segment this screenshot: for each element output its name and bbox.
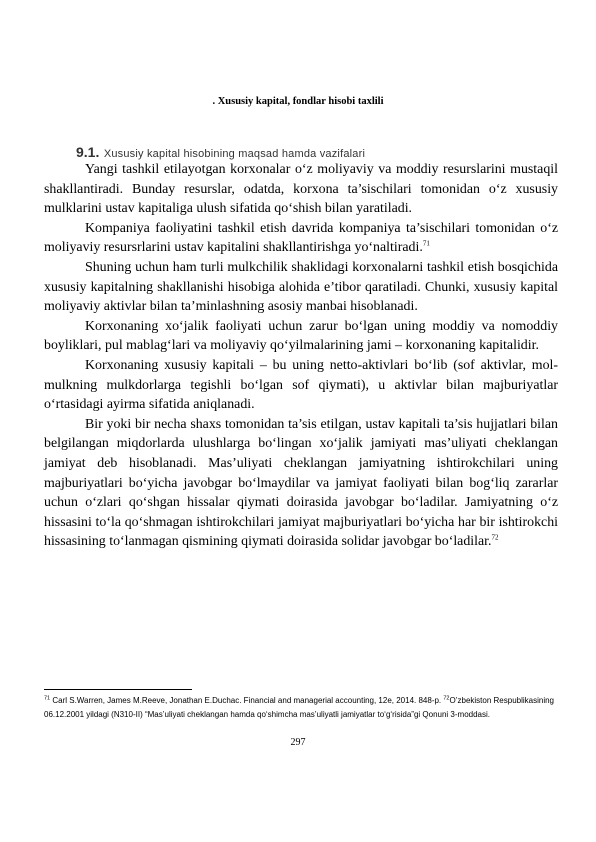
section-number: 9.1.: [76, 144, 100, 160]
paragraph: [44, 160, 558, 219]
paragraph-text: Yangi tashkil etilayotgan korxonalar o‘z moliyaviy va moddiy resurslarini mustaqil shakllantiradi. Bunday resurslar, odatda, korxona ta’sischilari tomonidan o‘z xususiy mulklarini ustav kapitaliga ulush sifatida qo‘shish bilan yaratiladi.: [44, 162, 558, 217]
body-text: [44, 160, 558, 552]
paragraph-text: Korxonaning xususiy kapitali – bu uning netto-aktivlari bo‘lib (sof aktivlar, mol-mulkning mulkdorlarga tegishli bo‘lgan sof qiymati), u aktivlar bilan majburiyatlar o‘rtasidagi ayirma sifatida aniqlanadi.: [44, 357, 558, 413]
paragraph-text: Bir yoki bir necha shaxs tomonidan ta’sis etilgan, ustav kapitali ta’sis hujjatlari bilan belgilangan miqdorlarda ulushlarga bo‘lingan xo‘jalik jamiyati mas’uliyati cheklangan jamiyat deb hisoblanadi. Mas’uliyati cheklangan jamiyatning ishtirokchilari uning majburiyatlari bo‘yicha javobgar bo‘lmaydilar va jamiyat faoliyati bilan bog‘liq zararlar uchun o‘zlari qo‘shgan hissalar qiymati doirasida javobgar bo‘ladilar. Jamiyatning o‘z hissasini to‘la qo‘shmagan ishtirokchilari jamiyat majburiyatlari bo‘yicha har bir ishtirokchi hissasining to‘lanmagan qismining qiymati doirasida solidar javobgar bo‘ladilar.: [44, 416, 558, 550]
paragraph-text: Shuning uchun ham turli mulkchilik shaklidagi korxonalarni tashkil etish bosqichida xususiy kapitalning shakllanishi hisobiga alohida e’tibor qaratiladi. Chunki, xususiy kapital moliyaviy aktivlar bilan ta’minlashning asosiy manbai hisoblanadi.: [44, 259, 558, 315]
footnote-ref: 72: [491, 533, 499, 542]
paragraph-text: Korxonaning xo‘jalik faoliyati uchun zarur bo‘lgan uning moddiy va nomoddiy boyliklari, pul mablag‘lari va moliyaviy qo‘yilmalarining jami – korxonaning kapitalidir.: [44, 318, 558, 354]
footnote-divider: [44, 689, 192, 690]
section-title: Xususiy kapital hisobining maqsad hamda vazifalari: [103, 148, 366, 160]
paragraph: [44, 356, 558, 415]
paragraph-text: Kompaniya faoliyatini tashkil etish davrida kompaniya ta’sischilari tomonidan o‘z moliyaviy resursrlarini ustav kapitalini shakllantirishga yo‘naltiradi.: [44, 220, 558, 256]
footnotes: [44, 694, 558, 722]
page-number: 297: [290, 737, 306, 748]
footnote: [44, 694, 558, 722]
footnote-text: O’zbekiston Respublikasining 06.12.2001 yildagi (N310-II) “Mas’uliyati cheklangan hamda qo‘shimcha mas’uliyatli jamiyatlar to‘g‘risida”gi Qonuni 3-moddasi.: [44, 696, 554, 719]
paragraph: [44, 415, 558, 552]
paragraph: [44, 317, 558, 356]
footnote-number: 71: [44, 695, 51, 702]
footnote-ref: 71: [422, 239, 430, 248]
paragraph: [44, 258, 558, 317]
chapter-title: . Xususiy kapital, fondlar hisobi taxlili: [212, 96, 384, 107]
paragraph: [44, 219, 558, 258]
footnote-number: 72: [443, 695, 450, 702]
footnote-text: Carl S.Warren, James M.Reeve, Jonathan E.Duchac. Financial and managerial accounting, 12e, 2014. 848-p.: [50, 696, 444, 705]
